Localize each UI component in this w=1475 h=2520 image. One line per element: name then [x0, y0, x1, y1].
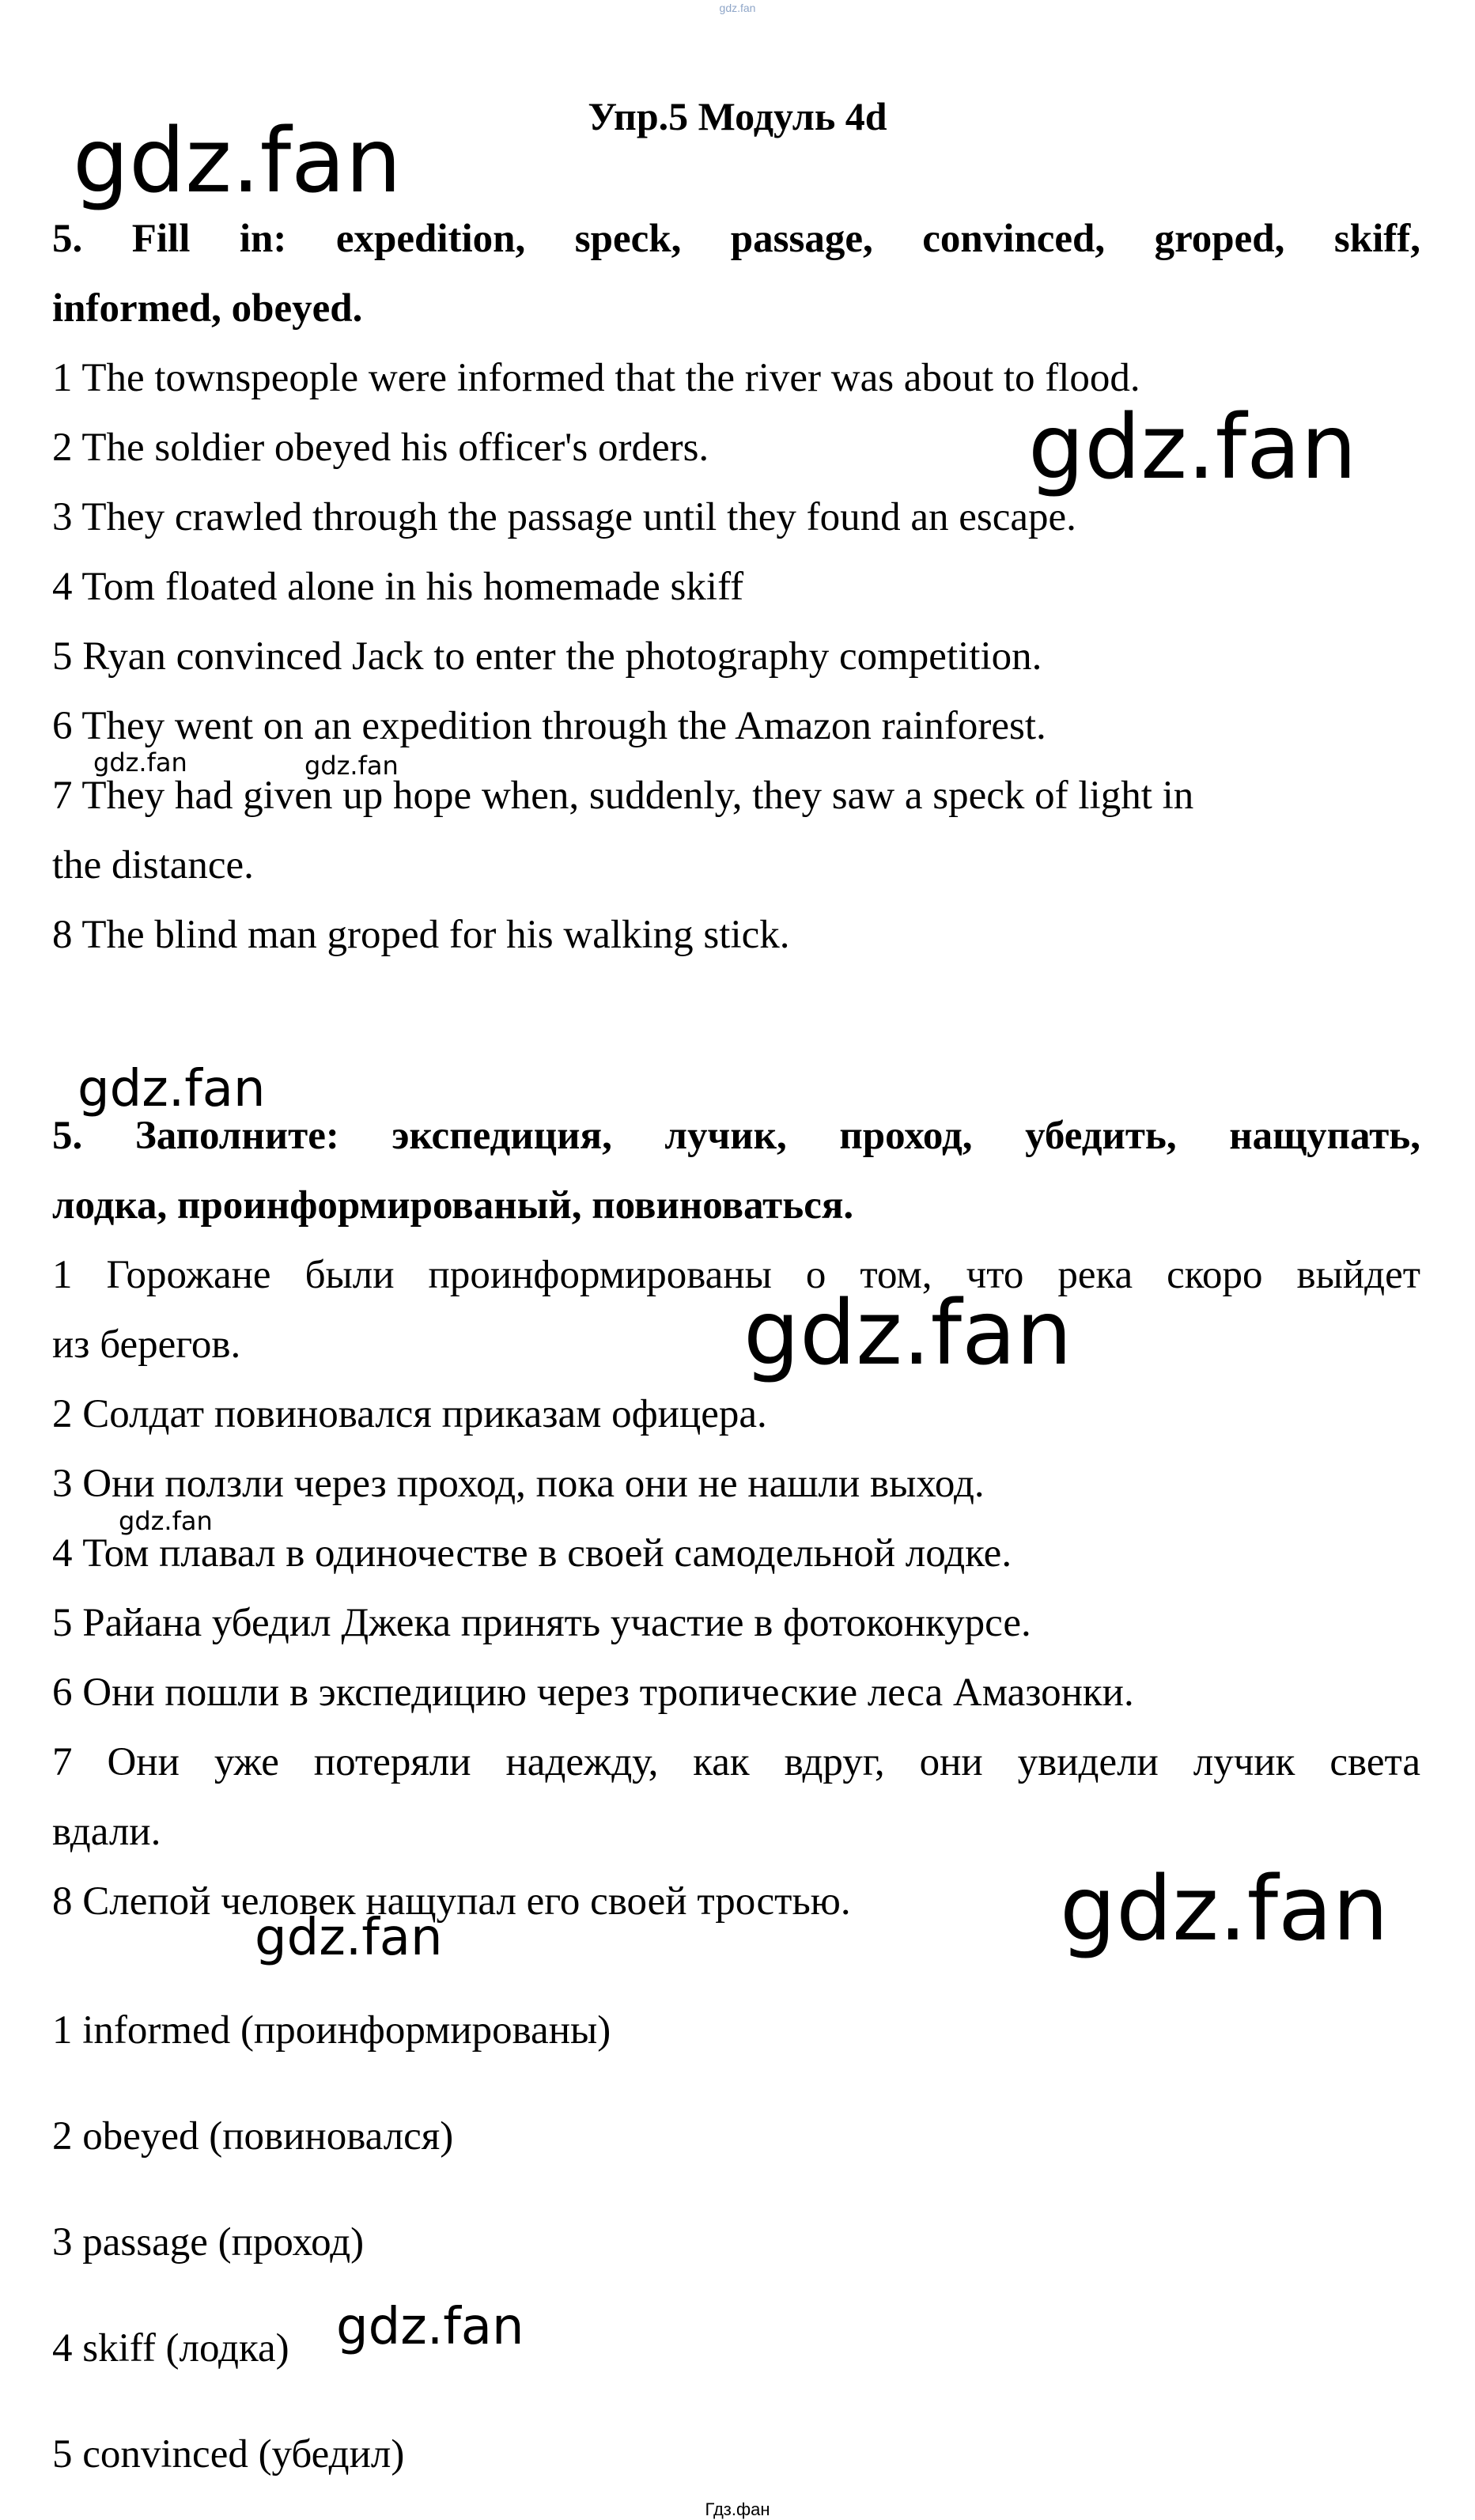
watermark: gdz.fan — [1060, 1858, 1389, 1961]
russian-sentence-8: 8 Слепой человек нащупал его своей тростью. — [52, 1879, 851, 1924]
watermark: gdz.fan — [336, 2298, 524, 2356]
russian-sentence-7: 7 Они уже потеряли надежду, как вдруг, они увидели лучик света — [52, 1740, 1420, 1784]
english-heading-line-1: 5. Fill in: expedition, speck, passage, convinced, groped, skiff, — [52, 217, 1420, 261]
answer-item-4: 4 skiff (лодка) — [52, 2326, 289, 2371]
page-title: Упр.5 Модуль 4d — [588, 94, 887, 138]
english-sentence-7-continued: the distance. — [52, 843, 254, 887]
watermark: gdz.fan — [1028, 396, 1357, 499]
watermark: gdz.fan — [304, 751, 399, 781]
english-sentence-8: 8 The blind man groped for his walking stick. — [52, 913, 790, 957]
english-sentence-7: 7 They had given up hope when, suddenly, they saw a speck of light in — [52, 774, 1194, 818]
watermark: gdz.fan — [119, 1506, 213, 1536]
english-sentence-3: 3 They crawled through the passage until they found an escape. — [52, 495, 1076, 539]
answer-item-2: 2 obeyed (повиновался) — [52, 2114, 454, 2159]
russian-sentence-6: 6 Они пошли в экспедицию через тропические леса Амазонки. — [52, 1671, 1134, 1715]
footer-watermark: Гдз.фан — [705, 2499, 770, 2519]
russian-exercise — [52, 1101, 1420, 1936]
english-exercise — [52, 204, 1420, 970]
russian-heading-line-2: лодка, проинформированый, повиноваться. — [52, 1183, 854, 1228]
english-sentence-6: 6 They went on an expedition through the Amazon rainforest. — [52, 704, 1046, 748]
russian-heading-line-1: 5. Заполните: экспедиция, лучик, проход, убедить, нащупать, — [52, 1114, 1420, 1158]
russian-sentence-2: 2 Солдат повиновался приказам офицера. — [52, 1392, 767, 1436]
russian-sentence-3: 3 Они ползли через проход, пока они не нашли выход. — [52, 1462, 985, 1506]
watermark: gdz.fan — [78, 1060, 266, 1118]
watermark: gdz.fan — [743, 1282, 1072, 1385]
answer-item-1: 1 informed (проинформированы) — [52, 2008, 611, 2053]
english-sentence-5: 5 Ryan convinced Jack to enter the photography competition. — [52, 634, 1042, 679]
english-sentence-2: 2 The soldier obeyed his officer's orders. — [52, 426, 709, 470]
english-sentence-4: 4 Tom floated alone in his homemade skiff — [52, 565, 744, 609]
russian-sentence-1: 1 Горожане были проинформированы о том, что река скоро выйдет — [52, 1253, 1420, 1297]
answer-list — [52, 1977, 1420, 2507]
russian-sentence-5: 5 Райана убедил Джека принять участие в фотоконкурсе. — [52, 1601, 1031, 1645]
russian-sentence-4: 4 Том плавал в одиночестве в своей самодельной лодке. — [52, 1531, 1012, 1576]
english-sentence-1: 1 The townspeople were informed that the river was about to flood. — [52, 356, 1140, 400]
watermark: gdz.fan — [73, 110, 402, 213]
answer-item-3: 3 passage (проход) — [52, 2220, 365, 2265]
russian-sentence-1-continued: из берегов. — [52, 1322, 241, 1367]
top-watermark: gdz.fan — [719, 2, 756, 14]
answer-item-5: 5 convinced (убедил) — [52, 2432, 405, 2476]
russian-sentence-7-continued: вдали. — [52, 1810, 161, 1854]
watermark: gdz.fan — [93, 747, 187, 778]
english-heading-line-2: informed, obeyed. — [52, 286, 363, 331]
watermark: gdz.fan — [255, 1909, 443, 1967]
